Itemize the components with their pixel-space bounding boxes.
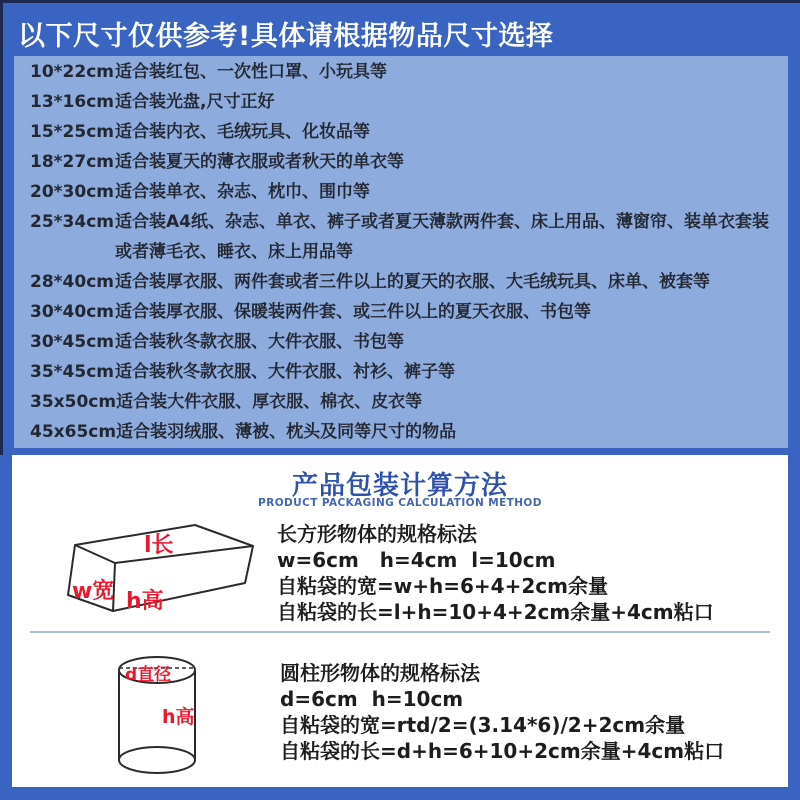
size-label: 45x65cm — [30, 422, 117, 442]
left-edge-strip — [0, 0, 3, 455]
size-row — [14, 387, 788, 417]
box-width-label: w宽 — [72, 579, 115, 604]
box-calc-line: 自粘袋的宽=w+h=6+4+2cm余量 — [277, 574, 608, 598]
size-label: 25*34cm — [30, 212, 114, 232]
size-desc: 适合装A4纸、杂志、单衣、裤子或者夏天薄款两件套、床上用品、薄窗帘、装单衣套装或者薄毛衣、睡衣、床上用品等 — [115, 212, 769, 262]
cylinder-diameter-label: d直径 — [125, 665, 172, 685]
size-label: 30*45cm — [30, 332, 114, 352]
size-desc: 适合装羽绒服、薄被、枕头及同等尺寸的物品 — [116, 422, 457, 442]
size-row — [14, 267, 788, 297]
size-label: 10*22cm — [30, 62, 114, 82]
size-row — [14, 177, 788, 207]
size-desc: 适合装大件衣服、厚衣服、棉衣、皮衣等 — [116, 392, 423, 412]
box-length-label: l长 — [144, 533, 174, 558]
size-desc: 适合装单衣、杂志、枕巾、围巾等 — [115, 182, 370, 202]
calc-section-title: 产品包装计算方法 — [291, 471, 508, 501]
size-label: 30*40cm — [30, 302, 114, 322]
size-row — [14, 207, 788, 267]
size-row — [14, 117, 788, 147]
cylinder-calculation-text — [280, 660, 724, 764]
size-desc: 适合装秋冬款衣服、大件衣服、衬衫、裤子等 — [115, 362, 455, 382]
box-calc-line: 自粘袋的长=l+h=10+4+2cm余量+4cm粘口 — [277, 600, 714, 624]
size-desc: 适合装夏天的薄衣服或者秋天的单衣等 — [115, 152, 404, 172]
size-desc: 适合装厚衣服、保暖装两件套、或三件以上的夏天衣服、书包等 — [115, 302, 591, 322]
size-label: 35*45cm — [30, 362, 114, 382]
size-row — [14, 357, 788, 387]
size-label: 13*16cm — [30, 92, 114, 112]
top-edge-strip — [0, 0, 800, 3]
cylinder-height-label: h高 — [162, 706, 195, 728]
cylinder-calc-line: 自粘袋的宽=rtd/2=(3.14*6)/2+2cm余量 — [280, 713, 686, 737]
box-calc-heading: 长方形物体的规格标法 — [277, 522, 477, 546]
cylinder-calc-line: d=6cm h=10cm — [280, 687, 464, 711]
size-desc: 适合装内衣、毛绒玩具、化妆品等 — [115, 122, 370, 142]
page-title: 以下尺寸仅供参考!具体请根据物品尺寸选择 — [18, 21, 554, 52]
box-calculation-text — [277, 521, 714, 625]
cylinder-calc-line: 自粘袋的长=d+h=6+10+2cm余量+4cm粘口 — [280, 739, 725, 763]
size-desc: 适合装厚衣服、两件套或者三件以上的夏天的衣服、大毛绒玩具、床单、被套等 — [115, 272, 710, 292]
size-row — [14, 87, 788, 117]
size-label: 18*27cm — [30, 152, 114, 172]
box-height-label: h高 — [126, 589, 164, 614]
size-row — [14, 147, 788, 177]
size-desc: 适合装秋冬款衣服、大件衣服、书包等 — [115, 332, 404, 352]
calc-section-subtitle: PRODUCT PACKAGING CALCULATION METHOD — [258, 497, 542, 509]
size-row — [14, 327, 788, 357]
size-label: 15*25cm — [30, 122, 114, 142]
size-reference-list — [14, 56, 788, 448]
size-row — [14, 297, 788, 327]
size-row — [14, 417, 788, 447]
cylinder-calc-heading: 圆柱形物体的规格标法 — [280, 661, 480, 685]
size-row — [14, 57, 788, 87]
size-label: 20*30cm — [30, 182, 114, 202]
size-label: 35x50cm — [30, 392, 117, 412]
packaging-calculation-section — [12, 455, 788, 787]
cylinder-diagram — [112, 652, 207, 782]
size-label: 28*40cm — [30, 272, 114, 292]
section-divider — [30, 631, 770, 633]
box-calc-line: w=6cm h=4cm l=10cm — [277, 548, 556, 572]
size-desc: 适合装红包、一次性口罩、小玩具等 — [115, 62, 387, 82]
box-diagram — [60, 518, 265, 623]
size-desc: 适合装光盘,尺寸正好 — [115, 92, 275, 112]
